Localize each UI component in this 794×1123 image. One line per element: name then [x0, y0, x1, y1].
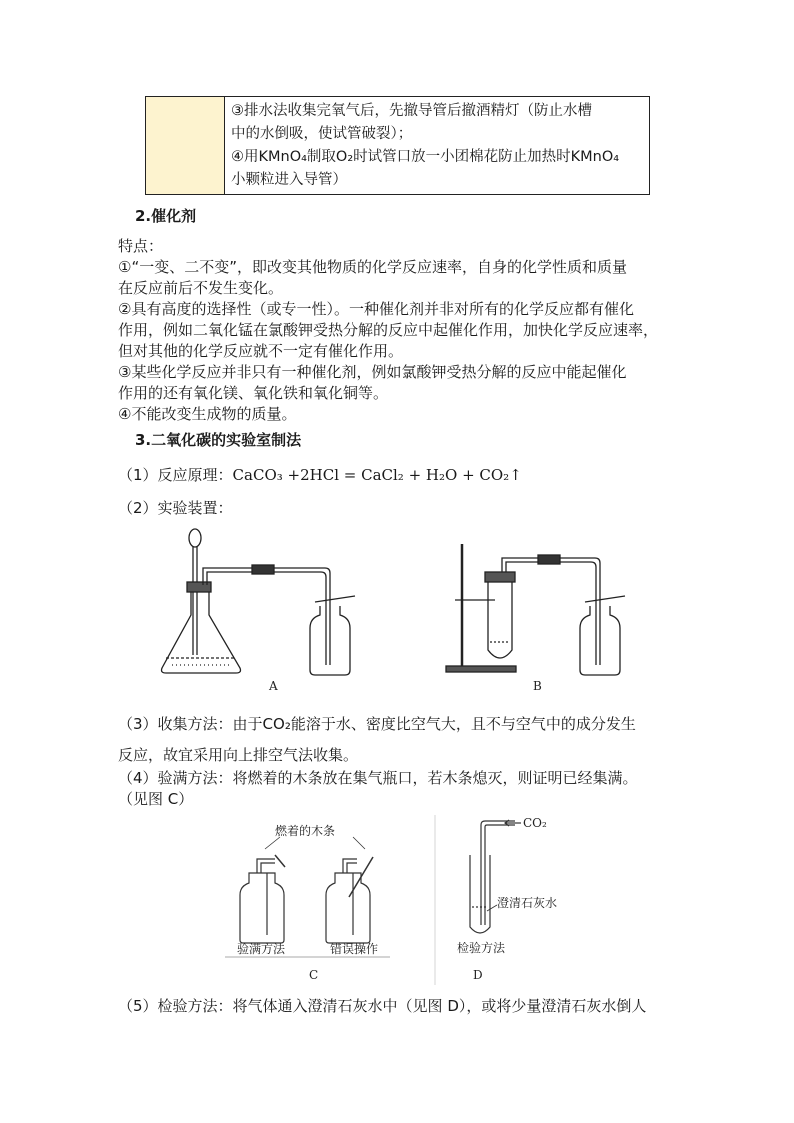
- reaction-line: [118, 465, 522, 486]
- apparatus-a: [162, 529, 356, 675]
- burning-stick-label: 燃着的木条: [275, 824, 336, 838]
- co2-label: CO₂: [523, 816, 547, 830]
- summary-table: [145, 96, 650, 195]
- catalyst-point-line: ③某些化学反应并非只有一种催化剂，例如氯酸钾受热分解的反应中能起催化: [118, 363, 627, 381]
- figure-c: [225, 815, 435, 985]
- catalyst-point-line: 但对其他的化学反应就不一定有催化作用。: [118, 342, 404, 360]
- catalyst-point-line: ②具有高度的选择性（或专一性）。一种催化剂并非对所有的化学反应都有催化: [118, 300, 634, 318]
- test-method-line: （5）检验方法：将气体通入澄清石灰水中（见图 D），或将少量澄清石灰水倒人: [118, 997, 647, 1015]
- collection-line: 反应，故宜采用向上排空气法收集。: [118, 746, 359, 764]
- features-label: 特点：: [118, 237, 164, 255]
- catalyst-point-line: 作用，例如二氧化锰在氯酸钾受热分解的反应中起催化作用，加快化学反应速率，: [118, 321, 659, 339]
- table-content-cell: [225, 97, 650, 195]
- table-row: [146, 97, 650, 195]
- apparatus-label: （2）实验装置：: [118, 499, 233, 517]
- collection-line: （3）收集方法：由于CO₂能溶于水、密度比空气大，且不与空气中的成分发生: [118, 715, 636, 733]
- table-line: 小颗粒进入导管）: [231, 172, 347, 188]
- table-label-cell: [146, 97, 225, 195]
- correct-method-label: 验满方法: [237, 942, 286, 956]
- table-line: 中的水倒吸，使试管破裂）；: [231, 126, 413, 142]
- figure-label-a: A: [269, 679, 278, 693]
- wrong-method-label: 错误操作: [330, 942, 379, 956]
- apparatus-figure-cd: [225, 815, 565, 990]
- section-heading: 3.二氧化碳的实验室制法: [135, 431, 302, 449]
- apparatus-b: [446, 544, 625, 675]
- figure-d: [470, 820, 521, 933]
- limewater-label: 澄清石灰水: [497, 896, 558, 910]
- reaction-equation: CaCO₃ +2HCl = CaCl₂ + H₂O + CO₂↑: [232, 466, 522, 484]
- reaction-label: （1）反应原理：: [118, 466, 233, 484]
- apparatus-figure-ab: [150, 520, 690, 700]
- catalyst-point-line: 作用的还有氧化镁、氧化铁和氧化铜等。: [118, 384, 389, 402]
- check-full-line: （见图 C）: [118, 790, 194, 808]
- test-method-label: 检验方法: [457, 941, 506, 955]
- table-line: ④用KMnO₄制取O₂时试管口放一小团棉花防止加热时KMnO₄: [231, 149, 620, 165]
- figure-label-b: B: [533, 679, 542, 693]
- catalyst-point-line: ①“一变、二不变”，即改变其他物质的化学反应速率，自身的化学性质和质量: [118, 258, 627, 276]
- section-heading: 2.催化剂: [135, 207, 197, 225]
- check-full-line: （4）验满方法：将燃着的木条放在集气瓶口，若木条熄灭，则证明已经集满。: [118, 769, 638, 787]
- catalyst-point-line: ④不能改变生成物的质量。: [118, 405, 297, 423]
- figure-label-c: C: [309, 968, 319, 982]
- figure-label-d: D: [473, 968, 483, 982]
- table-line: ③排水法收集完氧气后，先撤导管后撤酒精灯（防止水槽: [231, 103, 592, 119]
- catalyst-point-line: 在反应前后不发生变化。: [118, 279, 284, 297]
